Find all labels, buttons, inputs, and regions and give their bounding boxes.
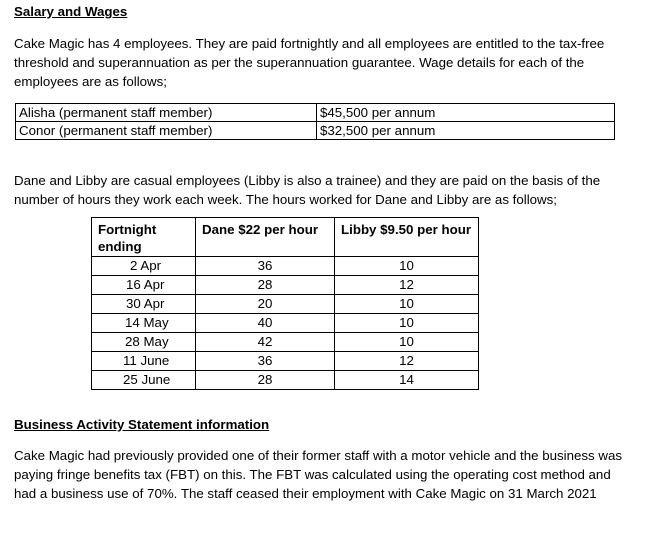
libby-hours-cell: 12 <box>335 352 479 371</box>
dane-hours-cell: 36 <box>196 257 335 276</box>
libby-hours-cell: 12 <box>335 276 479 295</box>
staff-salary-cell: $32,500 per annum <box>317 122 615 140</box>
dane-hours-cell: 28 <box>196 276 335 295</box>
date-cell: 28 May <box>92 333 196 352</box>
date-cell: 2 Apr <box>92 257 196 276</box>
casual-intro-paragraph: Dane and Libby are casual employees (Libby is also a trainee) and they are paid on the basis of the number of hours they work each week. The hours worked for Dane and Libby are as follows; <box>14 173 601 207</box>
dane-hours-cell: 20 <box>196 295 335 314</box>
table-row <box>16 122 615 140</box>
table-row <box>92 314 479 333</box>
staff-name-cell: Alisha (permanent staff member) <box>16 104 317 122</box>
date-cell: 30 Apr <box>92 295 196 314</box>
header-libby-rate: Libby $9.50 per hour <box>335 218 479 257</box>
dane-hours-cell: 36 <box>196 352 335 371</box>
date-cell: 25 June <box>92 371 196 390</box>
header-fortnight-ending: Fortnight ending <box>92 218 196 257</box>
date-cell: 14 May <box>92 314 196 333</box>
date-cell: 16 Apr <box>92 276 196 295</box>
permanent-staff-table <box>15 103 615 140</box>
libby-hours-cell: 14 <box>335 371 479 390</box>
table-row <box>92 371 479 390</box>
bas-paragraph: Cake Magic had previously provided one of their former staff with a motor vehicle and the business was paying fringe benefits tax (FBT) on this. The FBT was calculated using the operating cost method and had a business use of 70%. The staff ceased their employment with Cake Magic on 31 March 2021 <box>14 448 623 501</box>
hours-header-row <box>92 218 479 257</box>
salary-intro-paragraph: Cake Magic has 4 employees. They are paid fortnightly and all employees are entitled to the tax-free threshold and superannuation as per the superannuation guarantee. Wage details for each of the employees are as follows; <box>14 36 605 89</box>
hours-worked-table <box>91 217 479 390</box>
table-row <box>92 295 479 314</box>
dane-hours-cell: 42 <box>196 333 335 352</box>
staff-salary-cell: $45,500 per annum <box>317 104 615 122</box>
salary-wages-heading: Salary and Wages <box>14 4 128 19</box>
libby-hours-cell: 10 <box>335 295 479 314</box>
header-dane-rate: Dane $22 per hour <box>196 218 335 257</box>
libby-hours-cell: 10 <box>335 314 479 333</box>
date-cell: 11 June <box>92 352 196 371</box>
bas-heading: Business Activity Statement information <box>14 417 270 432</box>
dane-hours-cell: 40 <box>196 314 335 333</box>
libby-hours-cell: 10 <box>335 333 479 352</box>
table-row <box>92 257 479 276</box>
table-row <box>92 276 479 295</box>
staff-name-cell: Conor (permanent staff member) <box>16 122 317 140</box>
table-row <box>92 333 479 352</box>
table-row <box>92 352 479 371</box>
dane-hours-cell: 28 <box>196 371 335 390</box>
table-row <box>16 104 615 122</box>
libby-hours-cell: 10 <box>335 257 479 276</box>
